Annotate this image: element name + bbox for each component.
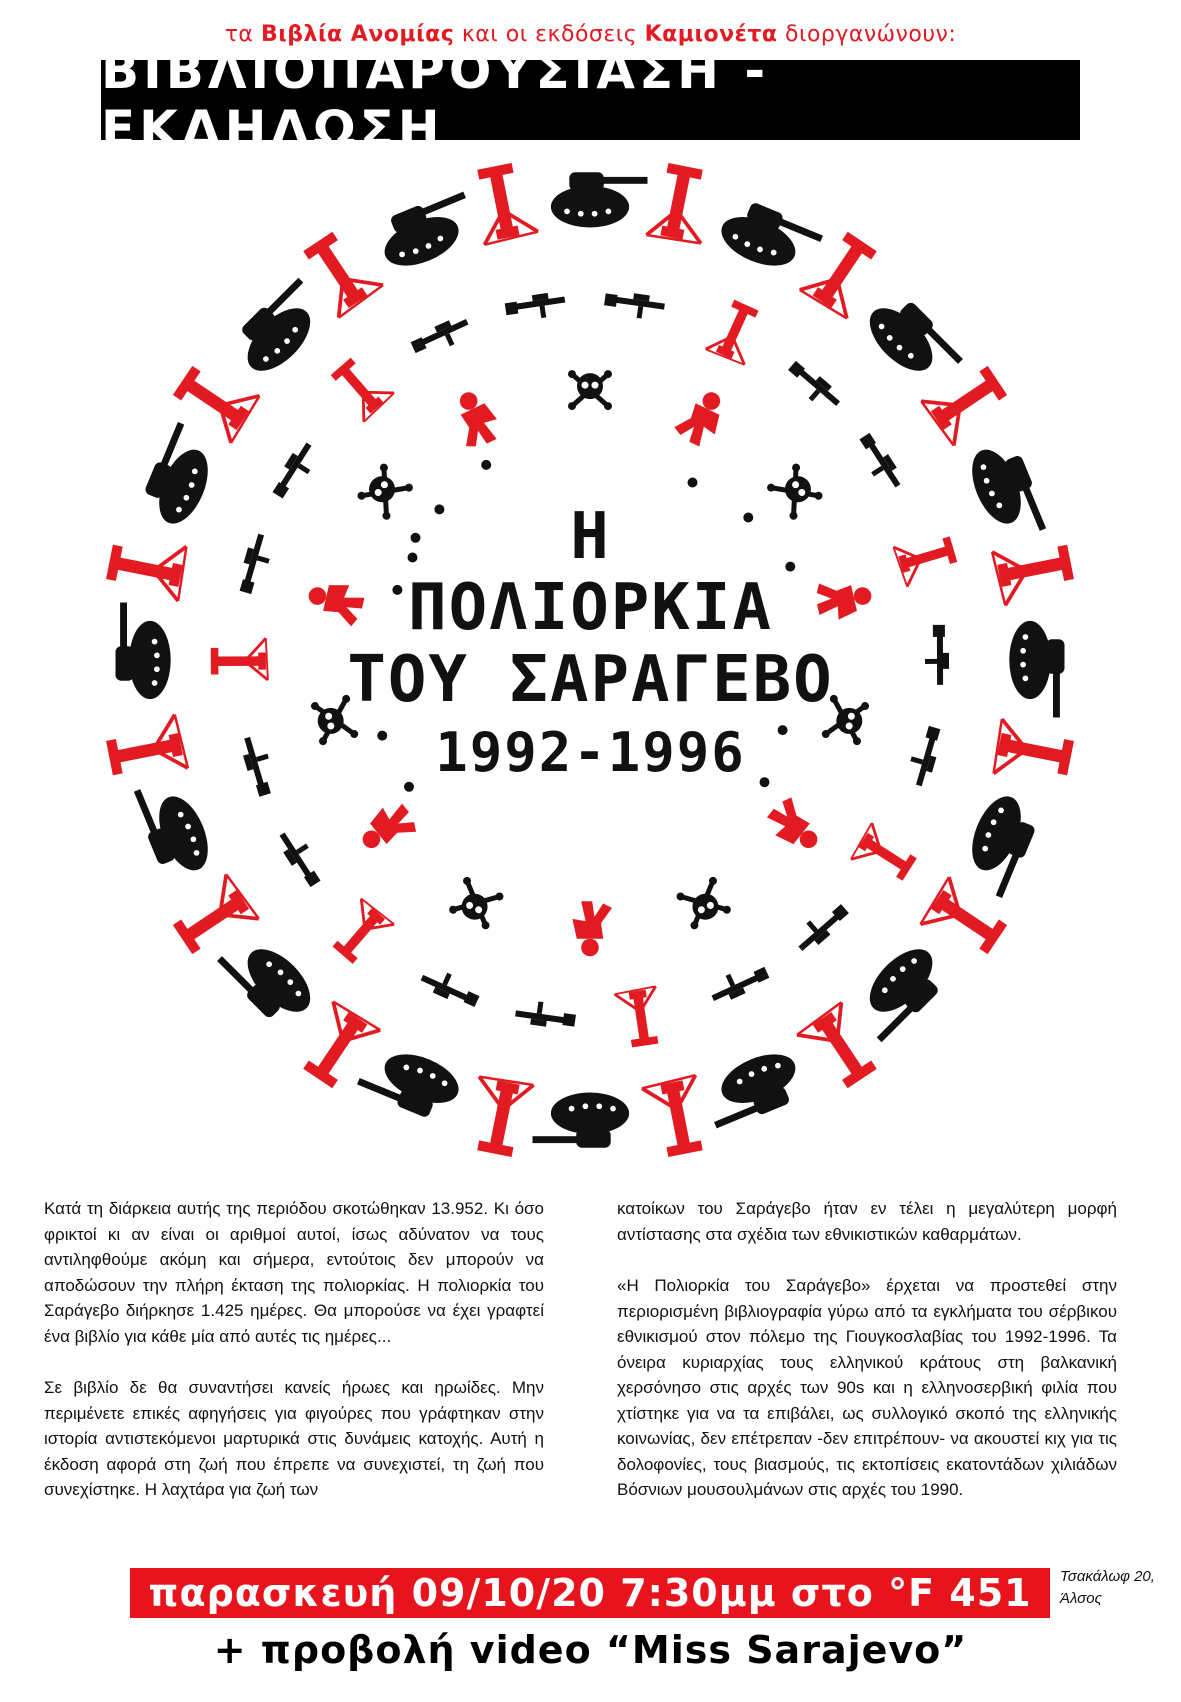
title-line-2: ΠΟΛΙΟΡΚΙΑ bbox=[408, 571, 773, 646]
tank-icon bbox=[714, 194, 824, 282]
mortar-icon bbox=[326, 351, 395, 421]
tank-icon bbox=[697, 1045, 807, 1133]
soldier-icon bbox=[572, 901, 612, 956]
tank-icon bbox=[846, 938, 953, 1045]
video-screening bbox=[0, 1628, 1181, 1672]
mortar-icon bbox=[800, 228, 887, 321]
address-line-1: Τσακάλωφ 20, bbox=[1060, 1568, 1155, 1585]
body-paragraph: κατοίκων του Σαράγεβο ήταν εν τέλει η μεγαλύτερη μορφή αντίστασης στα σχέδια των εθνικιστικών καθαρμάτων. bbox=[617, 1199, 1117, 1244]
skull-crossbones-icon bbox=[448, 876, 505, 931]
mortar-icon bbox=[849, 823, 920, 889]
banner-text: ΒΙΒΛΙΟΠΑΡΟΥΣΙΑΣΗ - ΕΚΔΗΛΩΣΗ bbox=[101, 42, 770, 158]
event-banner bbox=[101, 42, 1080, 158]
tank-icon bbox=[955, 789, 1043, 899]
venue-address bbox=[1060, 1566, 1180, 1610]
tank-icon bbox=[372, 187, 482, 275]
intro-pre: τα bbox=[224, 22, 261, 47]
title-years: 1992-1996 bbox=[435, 720, 746, 784]
tank-icon bbox=[227, 274, 334, 381]
rifle-icon bbox=[791, 898, 852, 956]
mortar-icon bbox=[918, 877, 1011, 964]
shrapnel-dot bbox=[404, 782, 414, 792]
rifle-icon bbox=[783, 358, 844, 415]
skull-crossbones-icon bbox=[675, 876, 732, 931]
mortar-icon bbox=[293, 999, 380, 1092]
shrapnel-dot bbox=[688, 478, 698, 488]
mortar-icon bbox=[297, 225, 384, 318]
publisher-anomias: Βιβλία Ανομίας bbox=[260, 22, 455, 47]
mortar-icon bbox=[921, 360, 1014, 447]
rifle-icon bbox=[514, 999, 577, 1031]
body-paragraph: Σε βιβλίο δε θα συναντήσει κανείς ήρωες και ηρωίδες. Μην περιμένετε επικές αφηγήσεις για φιγούρες που γράφτηκαν στην ιστορία αντιστεκόμενοι μαρτυρικά στις δυνάμεις κατοχής. Αυτή η έκδοση αφορά στη ζωή που έπρεπε να συνεχιστεί, τη ζωή που συνεχίστηκε. Η λαχτάρα για ζωή των bbox=[44, 1378, 544, 1499]
rifle-icon bbox=[504, 291, 567, 324]
book-title bbox=[0, 500, 1181, 784]
body-paragraph: «Η Πολιορκία του Σαράγεβο» έρχεται να προστεθεί στην περιορισμένη βιβλιογραφία γύρω από τα εγκλήματα του σέρβικου εθνικισμού στον πόλεμο της Γιουγκοσλαβίας του 1992-1996. Τα όνειρα κυριαρχίας τους ελληνικού κράτους στη βαλκανική χερσόνησο στις αρχές των 90s και η ελληνοσερβική φιλία που χτίστηκε για να τα επιβάλει, ως συλλογικό σκοπό της ελληνικής κοινωνίας, δεν επέτρεπαν -δεν επιτρέπουν- να ακουστεί κιχ για τις δολοφονίες, τους βιασμούς, τις εκτοπίσεις εκατοντάδων χιλιάδων Βόσνιων μουσουλμάνων στις αρχές του 1990. bbox=[617, 1276, 1117, 1499]
body-paragraph: Κατά τη διάρκεια αυτής της περιόδου σκοτώθηκαν 13.952. Κι όσο φρικτοί κι αν είναι οι αριθμοί αυτοί, ίσως αδύνατον να τους αντιληφθούμε ακόμη και σήμερα, εντούτοις δεν μπορούν να αποδώσουν την πλήρη έκταση της πολιορκίας. Η πολιορκία του Σαράγεβο διήρκησε 1.425 ημέρες. Θα μπορούσε να έχει γραφτεί ένα βιβλίο για κάθε μία από αυτές τις ημέρες... bbox=[44, 1199, 544, 1346]
soldier-icon bbox=[445, 385, 505, 452]
event-date-bar bbox=[130, 1568, 1050, 1618]
event-date: παρασκευή 09/10/20 7:30μμ στο °F 451 bbox=[148, 1571, 1032, 1615]
soldier-icon bbox=[671, 384, 731, 451]
mortar-icon bbox=[706, 297, 768, 366]
shrapnel-dot bbox=[481, 460, 491, 470]
rifle-icon bbox=[603, 289, 666, 321]
tank-icon bbox=[355, 1038, 465, 1126]
skull-crossbones-icon bbox=[568, 370, 612, 410]
rifle-icon bbox=[409, 314, 474, 361]
rifle-icon bbox=[418, 964, 483, 1011]
tank-icon bbox=[130, 772, 218, 882]
tank-icon bbox=[859, 287, 966, 394]
mortar-icon bbox=[166, 873, 259, 960]
rifle-icon bbox=[275, 826, 328, 889]
mortar-icon bbox=[796, 1002, 883, 1095]
mortar-icon bbox=[642, 1075, 711, 1159]
video-text: + προβολή video “Miss Sarajevo” bbox=[213, 1628, 968, 1672]
tank-icon bbox=[214, 925, 321, 1032]
tank-icon bbox=[533, 1093, 630, 1148]
mortar-icon bbox=[470, 161, 539, 245]
mortar-icon bbox=[614, 986, 664, 1048]
soldier-icon bbox=[354, 797, 422, 862]
rifle-icon bbox=[269, 439, 321, 502]
tank-icon bbox=[551, 172, 648, 227]
publisher-kamioneta: Καμιονέτα bbox=[644, 22, 778, 47]
body-column-left bbox=[44, 1196, 544, 1529]
mortar-icon bbox=[465, 1074, 534, 1158]
intro-post: διοργανώνουν: bbox=[777, 22, 957, 47]
mortar-icon bbox=[325, 897, 394, 967]
title-line-3: ΤΟΥ ΣΑΡΑΓΕΒΟ bbox=[347, 642, 834, 717]
mortar-icon bbox=[169, 355, 262, 442]
rifle-icon bbox=[707, 960, 772, 1007]
intro-mid: και οι εκδόσεις bbox=[454, 22, 645, 47]
address-line-2: Άλσος bbox=[1060, 1589, 1102, 1607]
rifle-icon bbox=[853, 431, 906, 494]
mortar-icon bbox=[646, 161, 715, 245]
body-column-right bbox=[617, 1196, 1117, 1529]
title-line-1: Η bbox=[570, 500, 611, 574]
soldier-icon bbox=[761, 793, 829, 858]
